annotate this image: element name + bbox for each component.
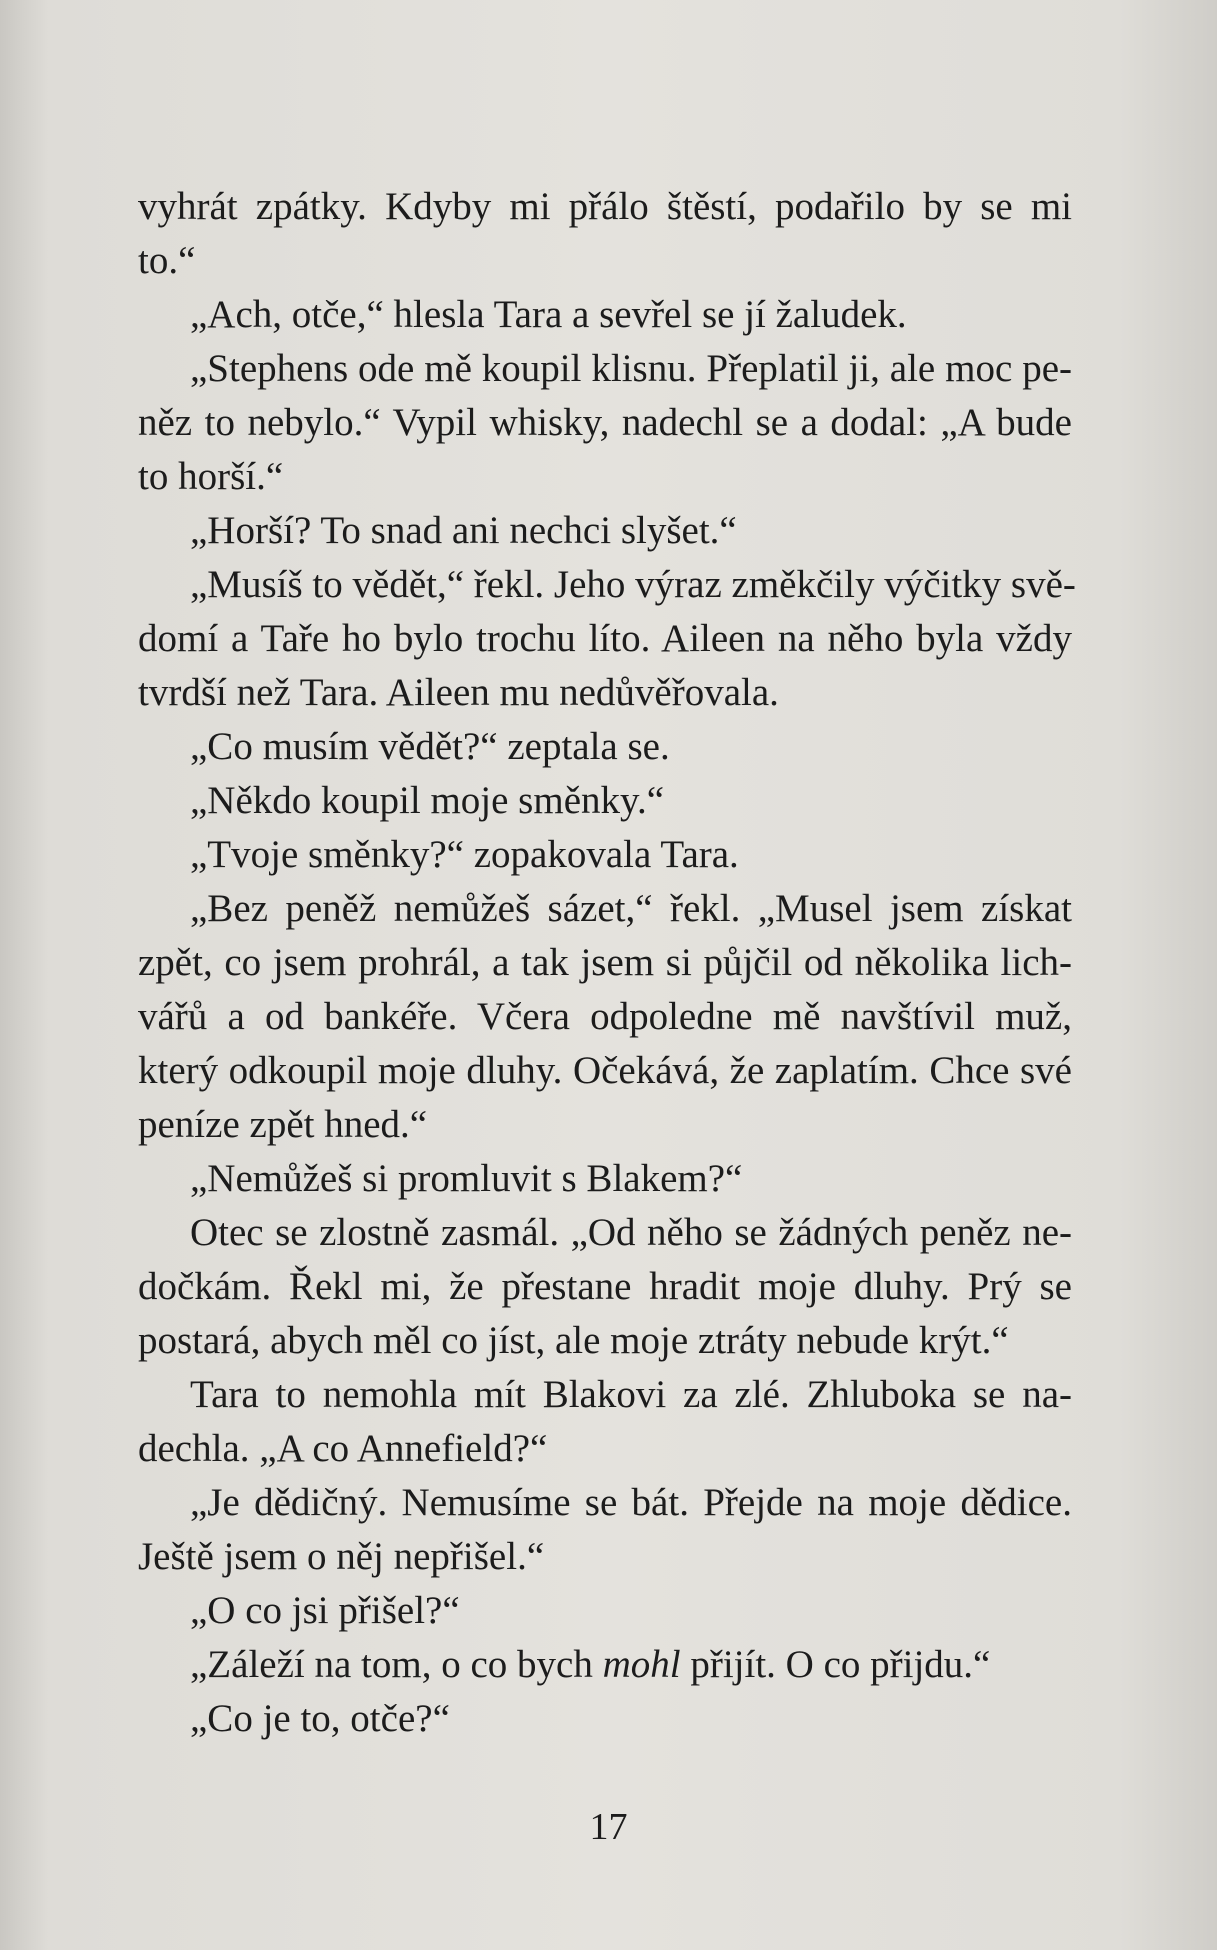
text-line: postará, abych měl co jíst, ale moje ztráty nebude krýt.“ [138, 1319, 1009, 1362]
text-line: „Ach, otče,“ hlesla Tara a sevřel se jí žaludek. [190, 293, 907, 336]
text-line: „Stephens ode mě koupil klisnu. Přeplatil ji, ale moc pe- [190, 347, 1072, 390]
text-line: Ještě jsem o něj nepřišel.“ [138, 1535, 545, 1578]
text-line: „Musíš to vědět,“ řekl. Jeho výraz změkčily výčitky svě- [190, 563, 1076, 606]
text-line: Tara to nemohla mít Blakovi za zlé. Zhluboka se na- [190, 1373, 1072, 1416]
text-line: vyhrát zpátky. Kdyby mi přálo štěstí, podařilo by se mi [138, 185, 1072, 228]
text-line: tvrdší než Tara. Aileen mu nedůvěřovala. [138, 671, 779, 714]
text-line: „Co je to, otče?“ [190, 1697, 450, 1740]
text-line: domí a Taře ho bylo trochu líto. Aileen na něho byla vždy [138, 617, 1072, 660]
text-line: „Horší? To snad ani nechci slyšet.“ [190, 509, 737, 552]
text-line: zpět, co jsem prohrál, a tak jsem si půjčil od několika lich- [138, 941, 1072, 984]
line-text-before: „Záleží na tom, o co bych [190, 1643, 603, 1686]
line-text-after: přijít. O co přijdu.“ [680, 1643, 991, 1686]
text-line: „Co musím vědět?“ zeptala se. [190, 725, 670, 768]
text-line: „Tvoje směnky?“ zopakovala Tara. [190, 833, 739, 876]
text-line: „Nemůžeš si promluvit s Blakem?“ [190, 1157, 743, 1200]
page-number: 17 [589, 1806, 628, 1848]
emphasized-word: mohl [602, 1643, 681, 1686]
text-line: dočkám. Řekl mi, že přestane hradit moje dluhy. Prý se [138, 1265, 1072, 1308]
text-line: „Je dědičný. Nemusíme se bát. Přejde na moje dědice. [190, 1481, 1072, 1524]
text-line: to.“ [138, 239, 196, 282]
text-line: který odkoupil moje dluhy. Očekává, že zaplatím. Chce své [138, 1049, 1072, 1092]
text-line: peníze zpět hned.“ [138, 1103, 428, 1146]
text-line: „O co jsi přišel?“ [190, 1589, 460, 1632]
text-line: „Někdo koupil moje směnky.“ [190, 779, 665, 822]
text-line: něz to nebylo.“ Vypil whisky, nadechl se a dodal: „A bude [138, 401, 1072, 444]
text-line: Otec se zlostně zasmál. „Od něho se žádných peněz ne- [190, 1211, 1072, 1254]
text-line: „Bez peněž nemůžeš sázet,“ řekl. „Musel jsem získat [190, 887, 1072, 930]
text-line: vářů a od bankéře. Včera odpoledne mě navštívil muž, [138, 995, 1072, 1038]
text-line: dechla. „A co Annefield?“ [138, 1427, 548, 1470]
text-line: to horší.“ [138, 455, 284, 498]
text-line-with-emphasis [138, 1638, 1072, 1692]
